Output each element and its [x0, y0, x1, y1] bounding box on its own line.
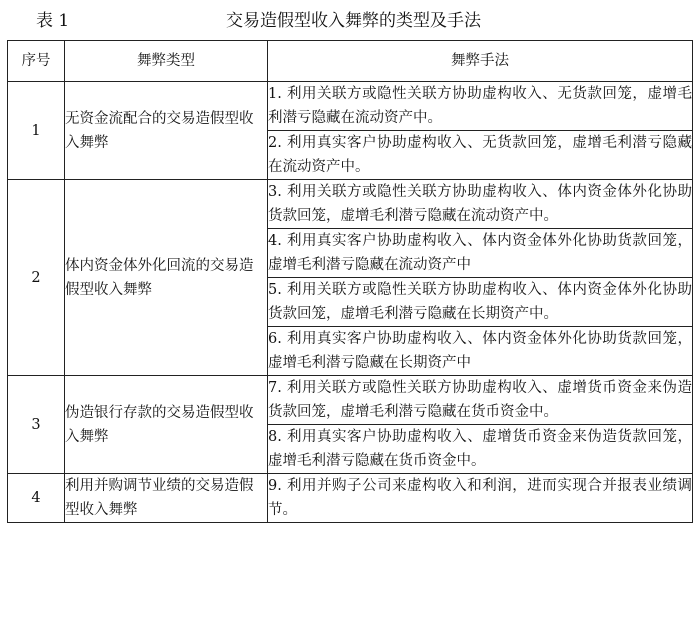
fraud-method: 5. 利用关联方或隐性关联方协助虚构收入、体内资金体外化协助货款回笼，虚增毛利潜亏隐藏在长期资产中。 — [268, 278, 693, 327]
fraud-type: 体内资金体外化回流的交易造假型收入舞弊 — [65, 180, 268, 376]
table-row — [8, 376, 693, 425]
fraud-method: 7. 利用关联方或隐性关联方协助虚构收入、虚增货币资金来伪造货款回笼，虚增毛利潜亏隐藏在货币资金中。 — [268, 376, 693, 425]
row-number: 3 — [8, 376, 65, 474]
fraud-method: 9. 利用并购子公司来虚构收入和利润，进而实现合并报表业绩调节。 — [268, 474, 693, 523]
table-row — [8, 180, 693, 229]
table-row — [8, 82, 693, 131]
row-number: 1 — [8, 82, 65, 180]
fraud-method: 2. 利用真实客户协助虚构收入、无货款回笼，虚增毛利潜亏隐藏在流动资产中。 — [268, 131, 693, 180]
table-title: 交易造假型收入舞弊的类型及手法 — [226, 11, 481, 31]
header-row — [8, 41, 693, 82]
table-row — [8, 474, 693, 523]
fraud-type: 利用并购调节业绩的交易造假型收入舞弊 — [65, 474, 268, 523]
header-no: 序号 — [8, 41, 65, 82]
fraud-method: 8. 利用真实客户协助虚构收入、虚增货币资金来伪造货款回笼，虚增毛利潜亏隐藏在货币资金中。 — [268, 425, 693, 474]
fraud-method: 4. 利用真实客户协助虚构收入、体内资金体外化协助货款回笼，虚增毛利潜亏隐藏在流动资产中 — [268, 229, 693, 278]
table-number: 表 1 — [36, 11, 70, 31]
fraud-type: 伪造银行存款的交易造假型收入舞弊 — [65, 376, 268, 474]
fraud-type: 无资金流配合的交易造假型收入舞弊 — [65, 82, 268, 180]
header-method: 舞弊手法 — [268, 41, 693, 82]
table-caption — [36, 8, 676, 34]
fraud-method: 3. 利用关联方或隐性关联方协助虚构收入、体内资金体外化协助货款回笼，虚增毛利潜亏隐藏在流动资产中。 — [268, 180, 693, 229]
fraud-method: 6. 利用真实客户协助虚构收入、体内资金体外化协助货款回笼，虚增毛利潜亏隐藏在长期资产中 — [268, 327, 693, 376]
row-number: 2 — [8, 180, 65, 376]
fraud-method: 1. 利用关联方或隐性关联方协助虚构收入、无货款回笼，虚增毛利潜亏隐藏在流动资产中。 — [268, 82, 693, 131]
row-number: 4 — [8, 474, 65, 523]
header-type: 舞弊类型 — [65, 41, 268, 82]
fraud-types-table — [7, 40, 693, 523]
